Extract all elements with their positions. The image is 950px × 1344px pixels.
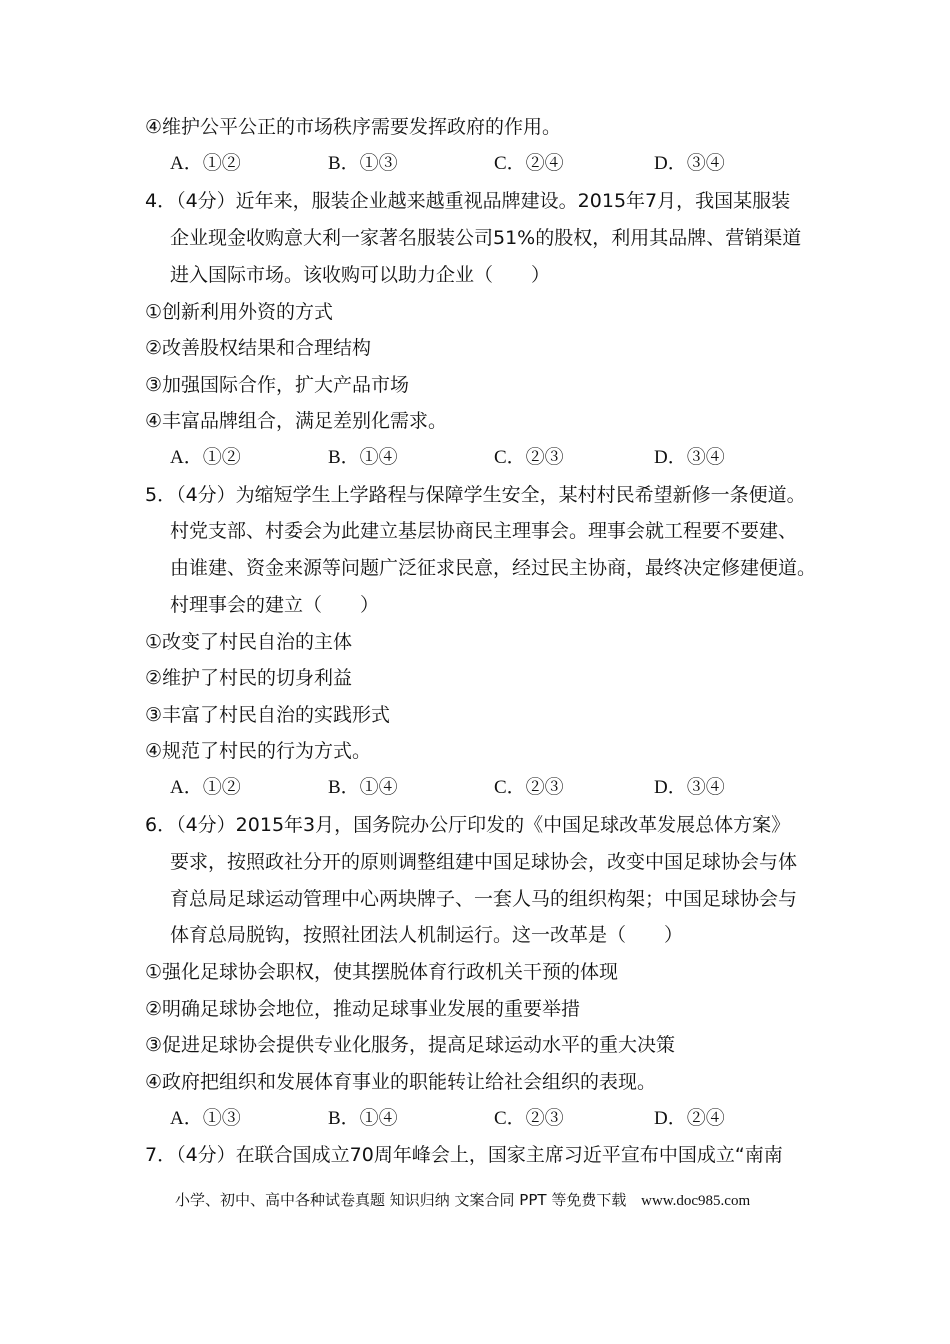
- q6-line-1: 6．（4分）2015年3月，国务院办公厅印发的《中国足球改革发展总体方案》: [145, 814, 791, 836]
- q4-statement-4: ④丰富品牌组合，满足差别化需求。: [145, 410, 448, 432]
- q5-line-4: 村理事会的建立（ ）: [170, 594, 380, 616]
- q4-option-a: A．①②: [170, 447, 241, 468]
- q7-line-1: 7．（4分）在联合国成立70周年峰会上，国家主席习近平宣布中国成立“南南: [145, 1144, 783, 1166]
- q4-statement-3: ③加强国际合作，扩大产品市场: [145, 374, 410, 396]
- q5-line-3: 由谁建、资金来源等问题广泛征求民意，经过民主协商，最终决定修建便道。: [170, 557, 817, 579]
- q5-option-d: D．③④: [654, 777, 725, 798]
- q6-statement-1: ①强化足球协会职权，使其摆脱体育行政机关干预的体现: [145, 961, 619, 983]
- q6-statement-3: ③促进足球协会提供专业化服务，提高足球运动水平的重大决策: [145, 1034, 676, 1056]
- page-footer: [175, 1188, 750, 1213]
- statement-prev-4: ④维护公平公正的市场秩序需要发挥政府的作用。: [145, 116, 562, 138]
- q4-statement-2: ②改善股权结果和合理结构: [145, 337, 372, 359]
- q5-option-c: C．②③: [494, 777, 564, 798]
- q4-option-b: B．①④: [328, 447, 398, 468]
- q6-line-3: 育总局足球运动管理中心两块牌子、一套人马的组织构架；中国足球协会与: [170, 888, 798, 910]
- q4-line-1: 4．（4分）近年来，服装企业越来越重视品牌建设。2015年7月，我国某服装: [145, 190, 791, 212]
- q4-line-2: 企业现金收购意大利一家著名服装公司51%的股权，利用其品牌、营销渠道: [170, 227, 802, 249]
- option-prev-d: D．③④: [654, 153, 725, 174]
- q5-line-1: 5．（4分）为缩短学生上学路程与保障学生安全，某村村民希望新修一条便道。: [145, 484, 806, 506]
- q4-statement-1: ①创新利用外资的方式: [145, 301, 334, 323]
- q4-line-3: 进入国际市场。该收购可以助力企业（ ）: [170, 264, 551, 286]
- q5-statement-2: ②维护了村民的切身利益: [145, 667, 353, 689]
- q6-line-2: 要求，按照政社分开的原则调整组建中国足球协会，改变中国足球协会与体: [170, 851, 798, 873]
- option-prev-a: A．①②: [170, 153, 241, 174]
- q5-statement-1: ①改变了村民自治的主体: [145, 631, 353, 653]
- footer-text: 小学、初中、高中各种试卷真题 知识归纳 文案合同 PPT 等免费下载: [175, 1191, 627, 1209]
- q6-line-4: 体育总局脱钩，按照社团法人机制运行。这一改革是（ ）: [170, 924, 684, 946]
- q6-statement-2: ②明确足球协会地位，推动足球事业发展的重要举措: [145, 998, 581, 1020]
- q6-option-d: D．②④: [654, 1108, 725, 1129]
- q5-option-b: B．①④: [328, 777, 398, 798]
- q6-statement-4: ④政府把组织和发展体育事业的职能转让给社会组织的表现。: [145, 1071, 657, 1093]
- q6-option-c: C．②③: [494, 1108, 564, 1129]
- q4-option-d: D．③④: [654, 447, 725, 468]
- option-prev-b: B．①③: [328, 153, 398, 174]
- q6-option-b: B．①④: [328, 1108, 398, 1129]
- q4-option-c: C．②③: [494, 447, 564, 468]
- option-prev-c: C．②④: [494, 153, 564, 174]
- q5-line-2: 村党支部、村委会为此建立基层协商民主理事会。理事会就工程要不要建、: [170, 520, 798, 542]
- q6-option-a: A．①③: [170, 1108, 241, 1129]
- q5-statement-3: ③丰富了村民自治的实践形式: [145, 704, 391, 726]
- footer-url[interactable]: www.doc985.com: [641, 1193, 751, 1209]
- q5-option-a: A．①②: [170, 777, 241, 798]
- q5-statement-4: ④规范了村民的行为方式。: [145, 740, 372, 762]
